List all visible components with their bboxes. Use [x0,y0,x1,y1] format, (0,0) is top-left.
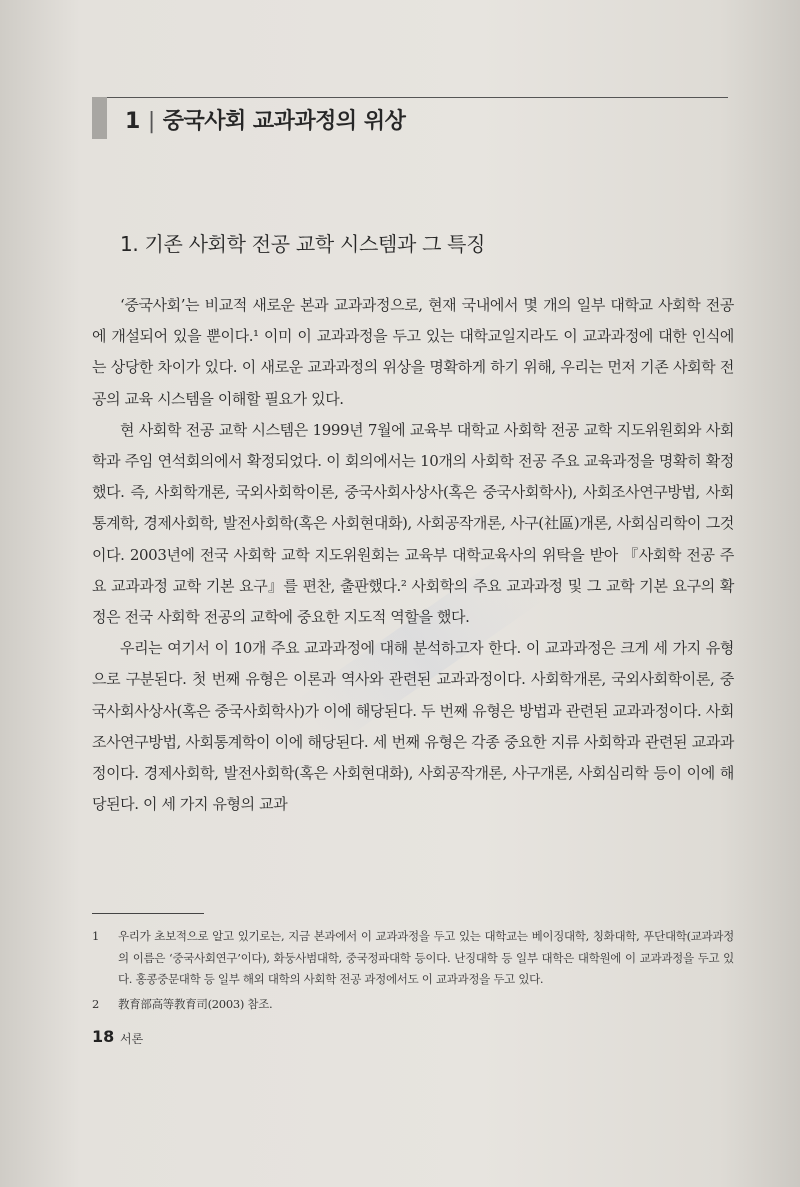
paragraph: ‘중국사회’는 비교적 새로운 본과 교과과정으로, 현재 국내에서 몇 개의 일부 대학교 사회학 전공에 개설되어 있을 뿐이다.¹ 이미 이 교과과정을 두고 있는 대학교일지라도 이 교과과정에 대한 인식에는 상당한 차이가 있다. 이 새로운 교과과정의 위상을 명확하게 하기 위해, 우리는 먼저 기존 사회학 전공의 교육 시스템을 이해할 필요가 있다. [92,296,734,408]
chapter-separator: | [147,109,155,134]
chapter-number: 1 [125,109,140,134]
chapter-marker-bar [92,97,107,139]
body-text [92,290,734,820]
footnote-text: 教育部高等教育司(2003) 참조. [118,996,273,1011]
footnote-number: 1 [92,929,100,943]
chapter-title: 중국사회 교과과정의 위상 [162,109,406,134]
paragraph: 현 사회학 전공 교학 시스템은 1999년 7월에 교육부 대학교 사회학 전공 교학 지도위원회와 사회학과 주임 연석회의에서 확정되었다. 이 회의에서는 10개의 사회학 전공 주요 교육과정을 명확히 확정했다. 즉, 사회학개론, 국외사회학이론, 중국사회사상사(혹은 중국사회학사), 사회조사연구방법, 사회통계학, 경제사회학, 발전사회학(혹은 사회현대화), 사회공작개론, 사구(社區)개론, 사회심리학이 그것이다. 2003년에 전국 사회학 교학 지도위원회는 교육부 대학교육사의 위탁을 받아 『사회학 전공 주요 교과과정 교학 기본 요구』를 편찬, 출판했다.² 사회학의 주요 교과과정 및 그 교학 기본 요구의 확정은 전국 사회학 전공의 교학에 중요한 지도적 역할을 했다. [92,420,734,627]
footnote-number: 2 [92,996,100,1011]
footnotes [92,926,734,1018]
footnote-divider [92,913,204,914]
chapter-top-rule [92,97,728,98]
section-heading: 1. 기존 사회학 전공 교학 시스템과 그 특징 [120,232,486,256]
paragraph: 우리는 여기서 이 10개 주요 교과과정에 대해 분석하고자 한다. 이 교과과정은 크게 세 가지 유형으로 구분된다. 첫 번째 유형은 이론과 역사와 관련된 교과과정이다. 사회학개론, 국외사회학이론, 중국사회사상사(혹은 중국사회학사)가 이에 해당된다. 두 번째 유형은 방법과 관련된 교과과정이다. 사회조사연구방법, 사회통계학이 이에 해당된다. 세 번째 유형은 각종 중요한 지류 사회학과 관련된 교과과정이다. 경제사회학, 발전사회학(혹은 사회현대화), 사회공작개론, 사구개론, 사회심리학 등이 이에 해당된다. 이 세 가지 유형의 교과 [92,639,734,814]
running-head: 서론 [120,1032,144,1046]
footnote-item [92,994,734,1016]
page-number: 18 [92,1027,115,1046]
chapter-heading [125,104,405,135]
footnote-item [92,926,734,991]
footnote-text: 우리가 초보적으로 알고 있기로는, 지금 본과에서 이 교과과정을 두고 있는 대학교는 베이징대학, 칭화대학, 푸단대학(교과과정의 이름은 ‘중국사회연구’이다), 화둥사범대학, 중국정파대학 등이다. 난징대학 등 일부 대학은 대학원에 이 교과과정을 두고 있다. 홍콩중문대학 등 일부 해외 대학의 사회학 전공 과정에서도 이 교과과정을 두고 있다. [118,929,734,986]
